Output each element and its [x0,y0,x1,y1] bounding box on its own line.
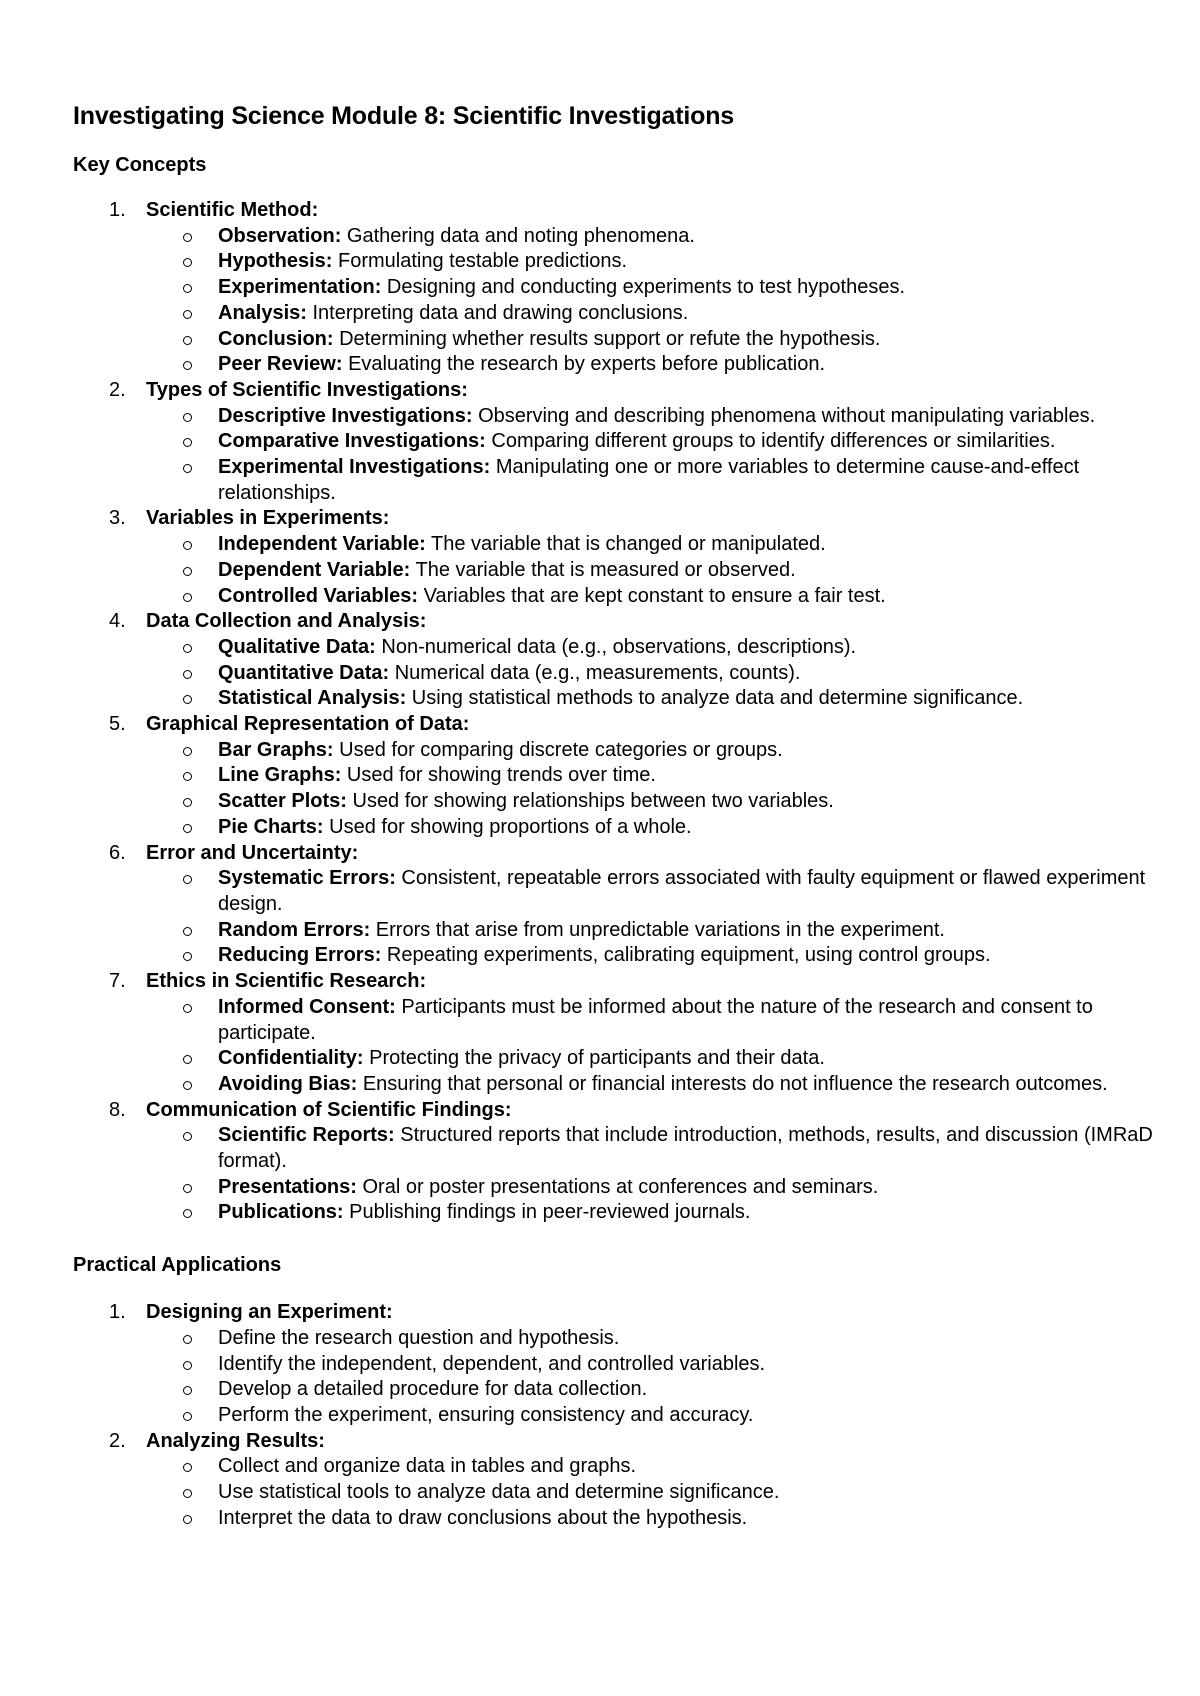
sub-list-item [146,584,1153,610]
term: Peer Review: [218,353,343,376]
item-number: 2. [109,1429,126,1452]
list-item [73,712,1153,841]
definition: Participants must be informed about the nature of the research and consent to participate. [218,995,1093,1044]
term: Systematic Errors: [218,867,396,890]
circle-bullet-icon [183,567,192,576]
circle-bullet-icon [183,1463,192,1472]
term: Bar Graphs: [218,738,334,761]
circle-bullet-icon [183,541,192,550]
definition: Evaluating the research by experts before publication. [342,353,826,376]
item-number: 8. [109,1098,126,1121]
definition: Used for comparing discrete categories or groups. [333,738,783,761]
definition: Non-numerical data (e.g., observations, descriptions). [375,635,857,658]
item-title: Data Collection and Analysis: [146,610,427,633]
sub-list-item [146,275,1153,301]
circle-bullet-icon [183,772,192,781]
item-number: 7. [109,970,126,993]
definition: Determining whether results support or refute the hypothesis. [333,327,881,350]
term: Avoiding Bias: [218,1072,358,1095]
section-key-concepts [73,150,1153,1226]
sub-list-item [146,815,1153,841]
list-item [73,609,1153,712]
item-title: Graphical Representation of Data: [146,713,470,736]
circle-bullet-icon [183,1489,192,1498]
sub-list-item [146,995,1153,1046]
definition: Errors that arise from unpredictable variations in the experiment. [370,918,945,941]
sub-list [146,404,1153,507]
sub-list-item [146,532,1153,558]
term: Pie Charts: [218,815,324,838]
definition: Numerical data (e.g., measurements, counts). [389,661,801,684]
item-title: Types of Scientific Investigations: [146,378,468,401]
sub-list-item [146,1200,1153,1226]
term: Dependent Variable: [218,558,411,581]
step-text: Define the research question and hypothesis. [218,1326,620,1349]
definition: Used for showing trends over time. [341,764,656,787]
circle-bullet-icon [183,464,192,473]
definition: The variable that is measured or observed. [410,558,796,581]
circle-bullet-icon [183,1132,192,1141]
term: Publications: [218,1201,344,1224]
sub-list-item [146,558,1153,584]
item-title: Ethics in Scientific Research: [146,970,427,993]
circle-bullet-icon [183,1412,192,1421]
item-number: 3. [109,507,126,530]
circle-bullet-icon [183,927,192,936]
sub-list-item [146,301,1153,327]
step-text: Interpret the data to draw conclusions about the hypothesis. [218,1506,748,1529]
sub-list-item [146,1480,1153,1506]
definition: Using statistical methods to analyze data and determine significance. [406,687,1024,710]
sub-list-item [146,866,1153,917]
sub-list-item [146,1454,1153,1480]
item-number: 5. [109,713,126,736]
term: Experimentation: [218,276,382,299]
term: Controlled Variables: [218,584,419,607]
list-item [73,1429,1153,1532]
definition: Consistent, repeatable errors associated with faulty equipment or flawed experiment design. [218,867,1146,915]
term: Random Errors: [218,918,371,941]
sub-list-item [146,789,1153,815]
term: Scatter Plots: [218,790,347,813]
step-text: Use statistical tools to analyze data and determine significance. [218,1481,780,1504]
term: Qualitative Data: [218,635,376,658]
sub-list-item [146,327,1153,353]
term: Quantitative Data: [218,661,390,684]
definition: Publishing findings in peer-reviewed journals. [343,1201,751,1224]
sub-list-item [146,455,1153,506]
section-practical-applications [73,1250,1153,1531]
sub-list-item [146,943,1153,969]
circle-bullet-icon [183,695,192,704]
sub-list [146,635,1153,712]
list-item [73,1098,1153,1227]
circle-bullet-icon [183,952,192,961]
document-page [73,96,1153,1531]
list-item [73,506,1153,609]
circle-bullet-icon [183,1335,192,1344]
circle-bullet-icon [183,438,192,447]
circle-bullet-icon [183,670,192,679]
item-title: Scientific Method: [146,199,319,221]
section-heading: Key Concepts [73,154,207,176]
sub-list [146,738,1153,841]
circle-bullet-icon [183,1209,192,1218]
list-item [73,1300,1153,1429]
circle-bullet-icon [183,747,192,756]
sub-list [146,866,1153,969]
sub-list-item [146,738,1153,764]
definition: Comparing different groups to identify differences or similarities. [485,430,1056,453]
section-heading: Practical Applications [73,1254,282,1277]
definition: Interpreting data and drawing conclusions. [306,301,689,324]
list-item [73,841,1153,970]
definition: Manipulating one or more variables to determine cause-and-effect relationships. [218,456,1080,504]
circle-bullet-icon [183,258,192,267]
circle-bullet-icon [183,1361,192,1370]
sub-list-item [146,352,1153,378]
circle-bullet-icon [183,1004,192,1013]
term: Conclusion: [218,327,334,350]
list-item [73,378,1153,507]
item-title: Designing an Experiment: [146,1301,393,1324]
sub-list [146,1454,1153,1531]
sub-list-item [146,763,1153,789]
circle-bullet-icon [183,284,192,293]
item-number: 1. [109,199,126,221]
term: Descriptive Investigations: [218,404,473,427]
sub-list-item [146,918,1153,944]
definition: The variable that is changed or manipulated. [425,533,826,556]
circle-bullet-icon [183,361,192,370]
practical-applications-list [73,1300,1153,1531]
term: Comparative Investigations: [218,430,486,453]
item-number: 4. [109,610,126,633]
sub-list-item [146,661,1153,687]
item-number: 6. [109,841,126,864]
circle-bullet-icon [183,336,192,345]
sub-list-item [146,429,1153,455]
sub-list-item [146,1072,1153,1098]
sub-list-item [146,686,1153,712]
circle-bullet-icon [183,1515,192,1524]
circle-bullet-icon [183,824,192,833]
item-title: Error and Uncertainty: [146,841,359,864]
term: Hypothesis: [218,250,333,273]
sub-list-item [146,635,1153,661]
circle-bullet-icon [183,1184,192,1193]
list-item [73,198,1153,378]
sub-list [146,995,1153,1098]
circle-bullet-icon [183,644,192,653]
circle-bullet-icon [183,310,192,319]
item-title: Communication of Scientific Findings: [146,1098,512,1121]
definition: Used for showing proportions of a whole. [323,815,692,838]
term: Statistical Analysis: [218,687,407,710]
term: Presentations: [218,1175,357,1198]
item-number: 1. [109,1301,126,1324]
term: Confidentiality: [218,1047,364,1070]
sub-list-item [146,1352,1153,1378]
definition: Used for showing relationships between two variables. [346,790,834,813]
sub-list-item [146,1175,1153,1201]
sub-list-item [146,224,1153,250]
step-text: Collect and organize data in tables and graphs. [218,1455,637,1478]
term: Independent Variable: [218,533,426,556]
key-concepts-list [73,198,1153,1226]
sub-list-item [146,249,1153,275]
term: Scientific Reports: [218,1124,395,1147]
definition: Formulating testable predictions. [332,250,628,273]
sub-list-item [146,404,1153,430]
sub-list-item [146,1377,1153,1403]
sub-list-item [146,1506,1153,1532]
sub-list [146,1123,1153,1226]
sub-list [146,224,1153,378]
sub-list [146,532,1153,609]
circle-bullet-icon [183,1055,192,1064]
term: Observation: [218,224,342,247]
list-item [73,969,1153,1098]
step-text: Identify the independent, dependent, and controlled variables. [218,1352,766,1375]
term: Experimental Investigations: [218,456,491,479]
definition: Oral or poster presentations at conferences and seminars. [356,1175,879,1198]
step-text: Develop a detailed procedure for data collection. [218,1378,648,1401]
definition: Protecting the privacy of participants and their data. [363,1047,825,1070]
sub-list-item [146,1326,1153,1352]
item-number: 2. [109,378,126,401]
definition: Ensuring that personal or financial interests do not influence the research outcomes. [357,1072,1108,1095]
term: Line Graphs: [218,764,342,787]
definition: Designing and conducting experiments to test hypotheses. [381,276,906,299]
definition: Observing and describing phenomena without manipulating variables. [472,404,1096,427]
circle-bullet-icon [183,233,192,242]
term: Informed Consent: [218,995,396,1018]
definition: Repeating experiments, calibrating equipment, using control groups. [381,944,991,967]
definition: Variables that are kept constant to ensure a fair test. [418,584,886,607]
circle-bullet-icon [183,1386,192,1395]
definition: Gathering data and noting phenomena. [341,224,695,247]
circle-bullet-icon [183,798,192,807]
step-text: Perform the experiment, ensuring consistency and accuracy. [218,1403,754,1426]
term: Analysis: [218,301,307,324]
item-title: Variables in Experiments: [146,507,390,530]
term: Reducing Errors: [218,944,382,967]
circle-bullet-icon [183,875,192,884]
item-title: Analyzing Results: [146,1429,325,1452]
sub-list [146,1326,1153,1429]
circle-bullet-icon [183,1081,192,1090]
sub-list-item [146,1403,1153,1429]
circle-bullet-icon [183,413,192,422]
sub-list-item [146,1123,1153,1174]
sub-list-item [146,1046,1153,1072]
definition: Structured reports that include introduction, methods, results, and discussion (IMRaD format). [218,1124,1153,1173]
circle-bullet-icon [183,593,192,602]
document-title: Investigating Science Module 8: Scientific Investigations [73,102,734,130]
